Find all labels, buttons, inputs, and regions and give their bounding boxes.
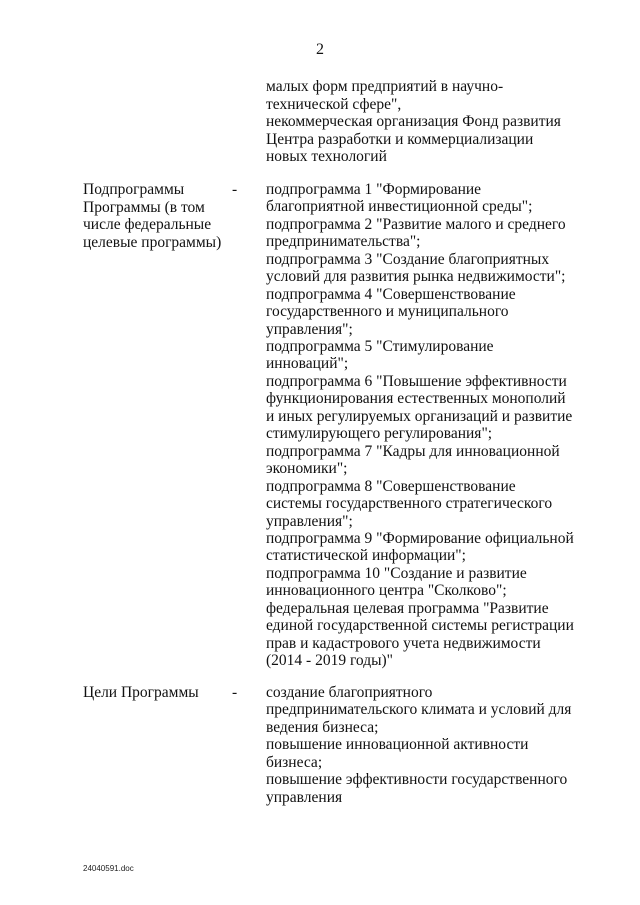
subprograms-label-line: Программы (в том <box>83 199 205 216</box>
intro-line: малых форм предприятий в научно- <box>266 78 504 95</box>
subprogram-line: стимулирующего регулирования"; <box>266 425 493 442</box>
subprogram-line: инновационного центра "Сколково"; <box>266 582 507 599</box>
goal-line: бизнеса; <box>266 754 323 771</box>
subprogram-line: функционирования естественных монополий <box>266 390 566 407</box>
goals-label: Цели Программы <box>83 684 199 701</box>
subprograms-label-line: целевые программы) <box>83 234 222 251</box>
subprogram-line: подпрограмма 5 "Стимулирование <box>266 338 494 355</box>
intro-line: некоммерческая организация Фонд развития <box>266 113 561 130</box>
goal-line: управления <box>266 789 343 806</box>
subprogram-line: управления"; <box>266 321 353 338</box>
subprogram-line: управления"; <box>266 513 353 530</box>
subprogram-line: инноваций"; <box>266 355 349 372</box>
subprograms-label-line: Подпрограммы <box>83 181 185 198</box>
goal-line: повышение эффективности государственного <box>266 771 568 788</box>
subprogram-line: подпрограмма 8 "Совершенствование <box>266 478 516 495</box>
subprograms-dash: - <box>232 181 238 198</box>
subprogram-line: подпрограмма 3 "Создание благоприятных <box>266 251 550 268</box>
goal-line: предпринимательского климата и условий для <box>266 701 572 718</box>
subprogram-line: системы государственного стратегического <box>266 495 553 512</box>
page-number: 2 <box>316 41 324 58</box>
subprogram-line: (2014 - 2019 годы)" <box>266 652 394 669</box>
subprogram-line: подпрограмма 9 "Формирование официальной <box>266 530 574 547</box>
subprogram-line: предпринимательства"; <box>266 233 421 250</box>
goals-dash: - <box>232 684 238 701</box>
subprogram-line: благоприятной инвестиционной среды"; <box>266 198 533 215</box>
subprogram-line: подпрограмма 7 "Кадры для инновационной <box>266 443 560 460</box>
subprogram-line: подпрограмма 2 "Развитие малого и среднего <box>266 216 566 233</box>
subprogram-line: подпрограмма 10 "Создание и развитие <box>266 565 527 582</box>
intro-line: Центра разработки и коммерциализации <box>266 131 534 148</box>
goal-line: ведения бизнеса; <box>266 719 379 736</box>
subprogram-line: федеральная целевая программа "Развитие <box>266 600 549 617</box>
subprogram-line: подпрограмма 1 "Формирование <box>266 181 482 198</box>
subprogram-line: экономики"; <box>266 460 348 477</box>
subprogram-line: статистической информации"; <box>266 547 466 564</box>
goal-line: создание благоприятного <box>266 684 433 701</box>
subprogram-line: и иных регулируемых организаций и развитие <box>266 408 573 425</box>
subprogram-line: государственного и муниципального <box>266 303 509 320</box>
subprograms-label-line: числе федеральные <box>83 216 212 233</box>
intro-line: технической сфере", <box>266 96 402 113</box>
subprogram-line: подпрограмма 4 "Совершенствование <box>266 286 516 303</box>
subprogram-line: единой государственной системы регистрации <box>266 617 574 634</box>
intro-line: новых технологий <box>266 148 387 165</box>
subprogram-line: прав и кадастрового учета недвижимости <box>266 635 541 652</box>
subprogram-line: подпрограмма 6 "Повышение эффективности <box>266 373 567 390</box>
document-filename: 24040591.doc <box>83 864 134 873</box>
subprogram-line: условий для развития рынка недвижимости"; <box>266 268 566 285</box>
goal-line: повышение инновационной активности <box>266 736 529 753</box>
